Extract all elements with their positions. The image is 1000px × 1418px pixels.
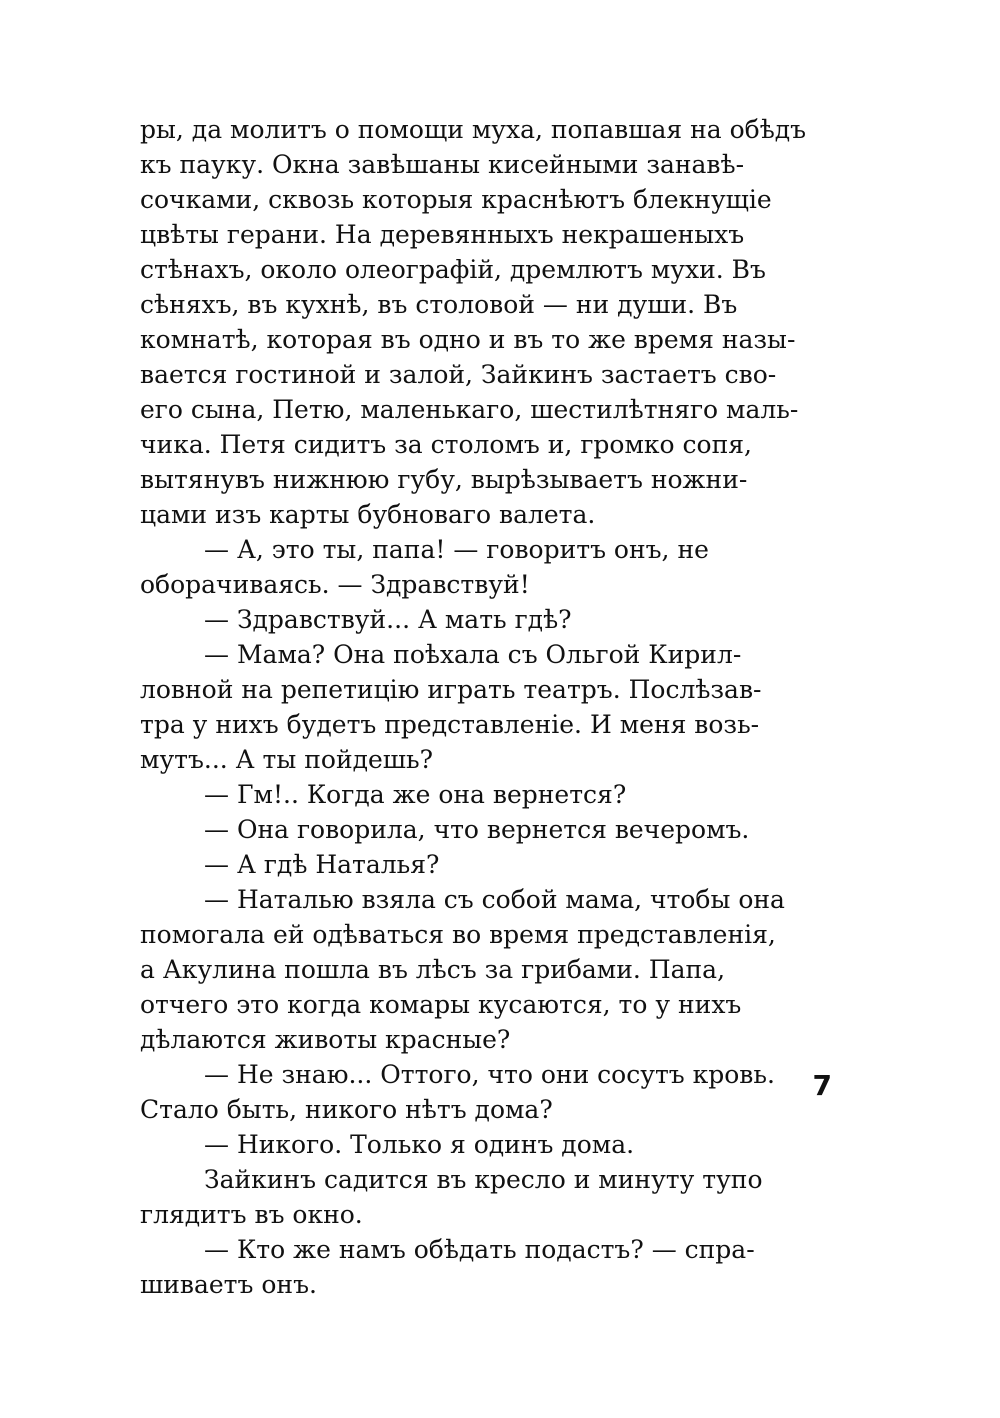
text-line-26: отчего это когда комары кусаются, то у нихъ — [140, 990, 742, 1019]
text-line-28: — Не знаю... Оттого, что они сосутъ кровь. — [204, 1060, 775, 1089]
text-line-27: дѣлаются животы красные? — [140, 1025, 511, 1054]
text-line-15: — Здравствуй... А мать гдѣ? — [204, 605, 572, 634]
text-line-25: а Акулина пошла въ лѣсъ за грибами. Папа, — [140, 955, 726, 984]
text-line-16: — Мама? Она поѣхала съ Ольгой Кирил- — [204, 640, 742, 669]
text-line-6: сѣняхъ, въ кухнѣ, въ столовой — ни души. Въ — [140, 290, 738, 319]
text-line-24: помогала ей одѣваться во время представленія, — [140, 920, 776, 949]
text-line-17: ловной на репетицію играть театръ. Послѣзав- — [140, 675, 762, 704]
text-line-1: ры, да молитъ о помощи муха, попавшая на обѣдъ — [140, 115, 807, 144]
text-line-9: его сына, Петю, маленькаго, шестилѣтняго маль- — [140, 395, 799, 424]
page-number: 7 — [812, 1069, 832, 1102]
text-line-8: вается гостиной и залой, Зайкинъ застаетъ сво- — [140, 360, 777, 389]
text-line-11: вытянувъ нижнюю губу, вырѣзываетъ ножни- — [140, 465, 748, 494]
text-line-19: мутъ... А ты пойдешь? — [140, 745, 434, 774]
text-line-32: глядитъ въ окно. — [140, 1200, 363, 1229]
text-line-33: — Кто же намъ обѣдать подастъ? — спра- — [204, 1235, 755, 1264]
text-line-20: — Гм!.. Когда же она вернется? — [204, 780, 627, 809]
page-text — [140, 112, 868, 1302]
text-line-3: сочками, сквозь которыя краснѣютъ блекнущіе — [140, 185, 772, 214]
text-line-2: къ пауку. Окна завѣшаны кисейными занавѣ- — [140, 150, 745, 179]
text-line-30: — Никого. Только я одинъ дома. — [204, 1130, 635, 1159]
text-line-5: стѣнахъ, около олеографій, дремлютъ мухи. Въ — [140, 255, 766, 284]
text-line-4: цвѣты герани. На деревянныхъ некрашеныхъ — [140, 220, 745, 249]
text-line-10: чика. Петя сидитъ за столомъ и, громко сопя, — [140, 430, 752, 459]
text-line-7: комнатѣ, которая въ одно и въ то же время назы- — [140, 325, 796, 354]
text-line-34: шиваетъ онъ. — [140, 1270, 317, 1299]
text-line-29: Стало быть, никого нѣтъ дома? — [140, 1095, 553, 1124]
text-line-23: — Наталью взяла съ собой мама, чтобы она — [204, 885, 785, 914]
text-line-18: тра у нихъ будетъ представленіе. И меня возь- — [140, 710, 760, 739]
text-line-13: — А, это ты, папа! — говоритъ онъ, не — [204, 535, 709, 564]
text-line-14: оборачиваясь. — Здравствуй! — [140, 570, 530, 599]
text-line-22: — А гдѣ Наталья? — [204, 850, 440, 879]
text-line-12: цами изъ карты бубноваго валета. — [140, 500, 596, 529]
text-line-21: — Она говорила, что вернется вечеромъ. — [204, 815, 750, 844]
text-line-31: Зайкинъ садится въ кресло и минуту тупо — [204, 1165, 763, 1194]
